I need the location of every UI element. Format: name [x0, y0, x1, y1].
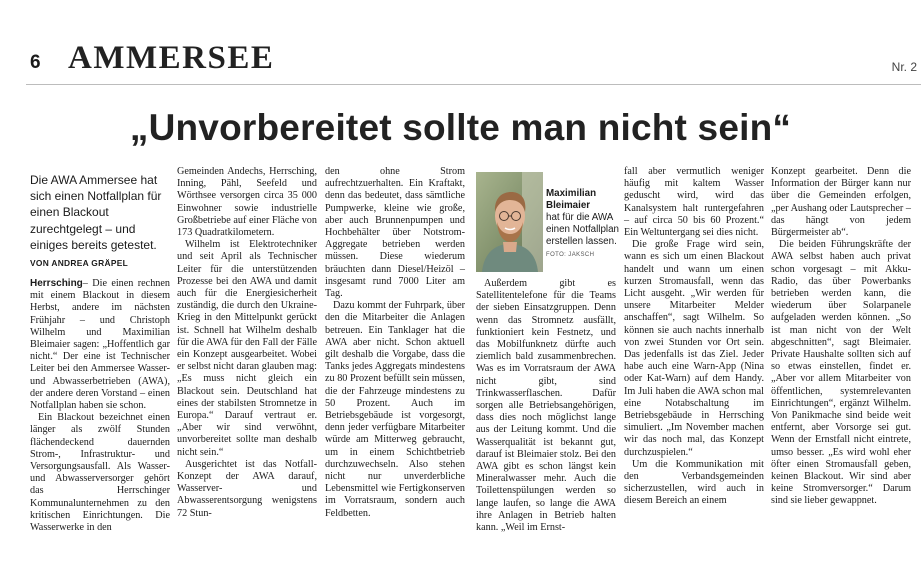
- paragraph: Gemeinden Andechs, Herrsching, Inning, Pähl, Seefeld und Wörthsee versorgen circa 35 000 Einwohner sowie industrielle Großbetriebe auf einer Fläche von 173 Quadratkilometern.: [177, 166, 317, 239]
- article-column-2: [177, 166, 317, 543]
- photo-caption: [546, 188, 622, 261]
- issue-number: Nr. 2: [891, 60, 917, 74]
- article-column-6: [771, 166, 911, 543]
- portrait-image: [476, 172, 543, 272]
- page-number: 6: [30, 52, 41, 73]
- portrait-photo: [476, 172, 543, 272]
- paragraph: Dazu kommt der Fuhrpark, über den die Mitarbeiter die Anlagen betreuen. Ein Tanklager hat die AWA aber nicht. Schon aktuell gilt deshalb die Vorgabe, dass die Tanks jedes Aggregats mindestens zu 80 Prozent befüllt sein müssen, die der Fahrzeuge mindestens zu 50 Prozent. Auch im Betriebsgebäude ist vorgesorgt, denn jeder verfügbare Mitarbeiter würde am Mitterweg gebraucht, um in einem Schichtbetrieb durchzuwechseln. Also stehen nicht nur unverderbliche Lebensmittel wie Fertigkonserven im Vorratsraum, sondern auch Feldbetten.: [325, 300, 465, 519]
- caption-text: hat für die AWA einen Notfallplan erstellen lassen.: [546, 212, 619, 247]
- teaser: Die AWA Ammersee hat sich einen Notfallplan für einen Blackout zurechtgelegt – und einiges bereits getestet.: [30, 173, 162, 252]
- header-rule: [26, 84, 921, 85]
- paragraph: den ohne Strom aufrechtzuerhalten. Ein Kraftakt, denn das bedeutet, dass sämtliche Pumpwerke, kleine wie große, aber auch Brunnenpumpen und Hochbehälter über Notstrom-Aggregate betrieben werden müssen. Diese wiederum bräuchten dann Diesel/Heizöl – insgesamt rund 7000 Liter am Tag.: [325, 166, 465, 300]
- article-column-4: [476, 278, 616, 543]
- section-title: AMMERSEE: [68, 40, 275, 76]
- article-column-1: [30, 278, 170, 543]
- byline: VON ANDREA GRÄPEL: [30, 258, 129, 268]
- paragraph: [30, 278, 170, 412]
- paragraph: Ausgerichtet ist das Notfall-Konzept der AWA darauf, Wasserver- und Abwasserentsorgung wenigstens 72 Stun-: [177, 458, 317, 519]
- paragraph: Ein Blackout bezeichnet einen länger als zwölf Stunden flächendeckend dauernden Strom-, Infrastruktur- und Versorgungsausfall. Als Wasser- und Abwasserversorger gehört das Herrschinger Kommunalunternehmen zu den kritischen Einrichtungen. Die Wasserwerke in den: [30, 412, 170, 534]
- headline: „Unvorbereitet sollte man nicht sein“: [129, 107, 792, 148]
- caption-name: Maximilian Bleimaier: [546, 188, 597, 211]
- article-column-3: [325, 166, 465, 519]
- photo-credit: FOTO: JAKSCH: [546, 252, 595, 258]
- article-column-5: [624, 166, 764, 543]
- paragraph: Außerdem gibt es Satellitentelefone für die Teams der sieben Einsatzgruppen. Denn wenn das Stromnetz ausfällt, funktioniert kein Festnetz, und das Mobilfunknetz dürfte auch ziemlich bald zusammenbrechen. Was es im Vorratsraum der AWA nicht gibt, sind Trinkwasserflaschen. Dafür sorgen alle Betriebsangehörigen, dass dies noch möglichst lange aus der Leitung kommt. Und die Wasserqualität ist bekannt gut, darauf ist Bleimaier stolz. Bei den AWA gibt es schon längst kein Mineralwasser mehr. Auch die Toilettenspülungen werden so lange laufen, so lange die AWA ihre Anlagen in Betrieb halten kann. „Weil im Ernst-: [476, 278, 616, 534]
- paragraph: Die beiden Führungskräfte der AWA selbst haben auch privat schon vorgesagt – mit Akku-Radio, das über Powerbanks betrieben werden kann, die wiederum über Solarpanele aufgeladen werden können. „So ist man nicht von der Welt abgeschnitten“, sagt Bleimaier. Private Haushalte sollten sich auf so etwas einstellen, findet er. „Aber vor allem Mitarbeiter von öffentlichen, systemrelevanten Einrichtungen“, ergänzt Wilhelm. Von Panikmache sind beide weit entfernt, aber Vorsorge sei gut. Wenn der Ernstfall nicht eintrete, umso besser. „Es wird wohl eher öfter einen Stromausfall geben, keinen Blackout. Wir sind aber keine Stromversorger.“ Darum sind sie lieber gewappnet.: [771, 239, 911, 507]
- paragraph: Die große Frage wird sein, wann es sich um einen Blackout handelt und wann um einen kurzen Stromausfall, wenn das Licht ausgeht. „Wir werden für unsere Mitarbeiter Melder anschaffen“, sagt Wilhelm. So können sie auch nachts innerhalb von zwei Stunden vor Ort sein. Das jedenfalls ist das Ziel. Jeder habe auch eine Warn-App (Nina oder Kat-Warn) auf dem Handy. Im Juli haben die AWA schon mal eine Notabschaltung im Betriebsgebäude in Herrsching simuliert. „Im November machen wir das noch mal, das Konzept durchzuspielen.“: [624, 239, 764, 458]
- paragraph: Wilhelm ist Elektrotechniker und seit April als Technischer Leiter für die unterstützenden Prozesse bei den AWA und damit auch für die Energiesicherheit zuständig, die durch den Ukraine-Krieg in den Mittelpunkt gerückt ist. Schnell hat Wilhelm deshalb für die AWA für den Fall der Fälle ein Konzept ausgearbeitet. Wobei er selbst nicht daran glauben mag: „Es muss nicht gleich ein Blackout sein. Deutschland hat eines der stabilsten Stromnetze in Europa.“ Darauf vertraut er. „Aber wir sind verwöhnt, unvorbereitet sollte man deshalb nicht sein.“: [177, 239, 317, 458]
- paragraph: Um die Kommunikation mit den Verbandsgemeinden sicherzustellen, wird auch in diesem Bereich an einem: [624, 458, 764, 507]
- paragraph-text: – Die einen rechnen mit einem Blackout in diesem Herbst, andere im nächsten Frühjahr – und Christoph Wilhelm und Maximilian Bleimaier sagen: „Hoffentlich gar nicht.“ Der eine ist Technischer Leiter bei den Ammersee Wasser- und Abwasserbetrieben (AWA), der andere deren Vorstand – einen Notfallplan haben sie schon.: [30, 278, 170, 412]
- dateline-place: Herrsching: [30, 278, 83, 289]
- paragraph: fall aber vermutlich weniger häufig mit kaltem Wasser geduscht wird, wird das Kanalsystem halt runtergefahren – auf circa 50 bis 60 Prozent.“ Ein Weltuntergang sei dies nicht.: [624, 166, 764, 239]
- paragraph: Konzept gearbeitet. Denn die Information der Bürger kann nur über die Gemeinden erfolgen, „per Aushang oder Lautsprecher – das hängt von jedem Bürgermeister ab“.: [771, 166, 911, 239]
